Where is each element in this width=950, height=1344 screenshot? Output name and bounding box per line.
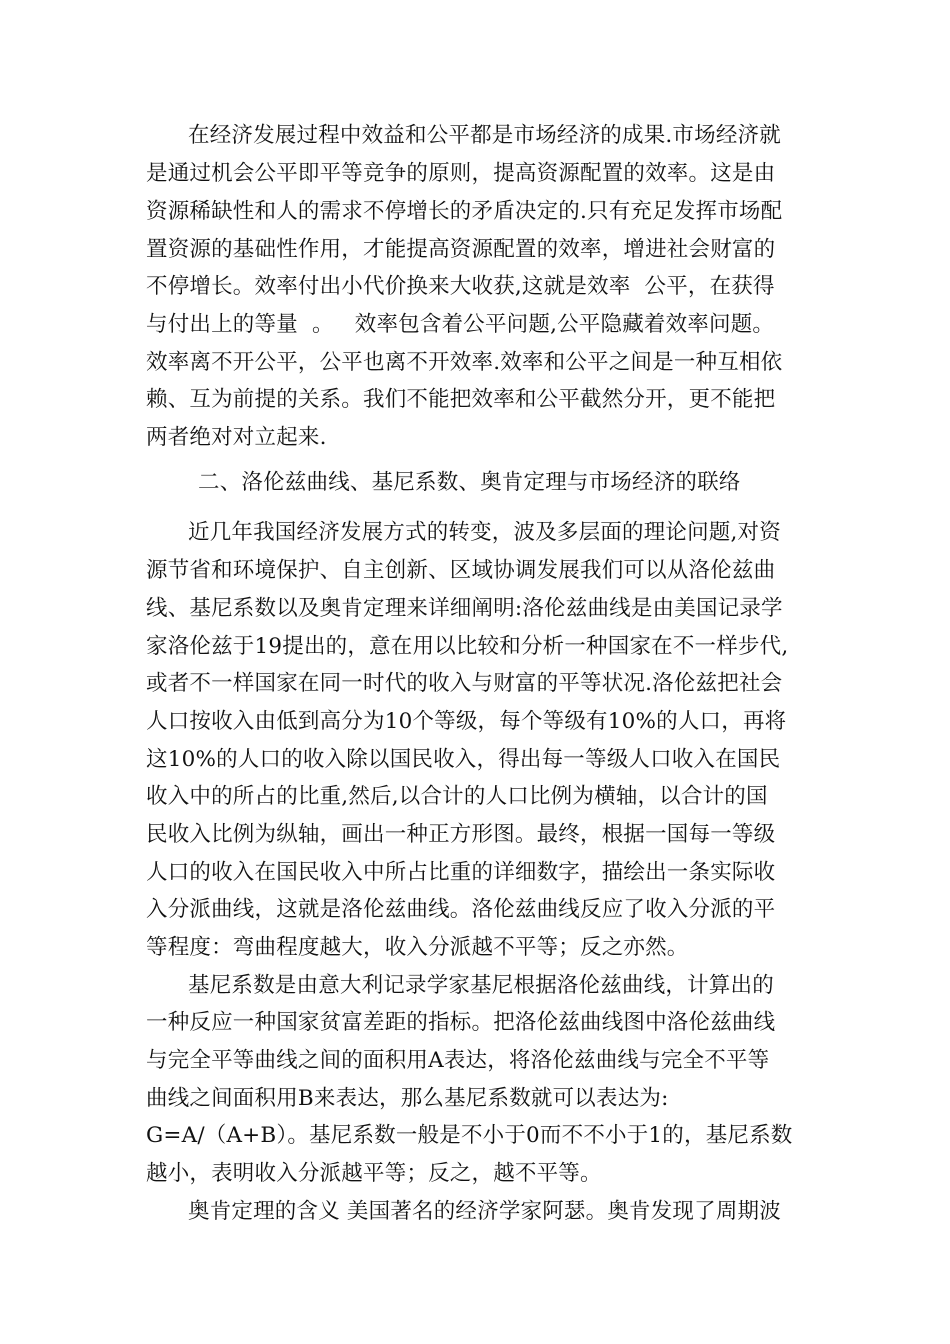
paragraph-line: 与付出上的等量 。 效率包含着公平问题,公平隐藏着效率问题。 (146, 312, 775, 337)
paragraph-line: 线、基尼系数以及奥肯定理来详细阐明:洛伦兹曲线是由美国记录学 (146, 596, 783, 621)
paragraph-line: 家洛伦兹于19提出的，意在用以比较和分析一种国家在不一样步代, (146, 634, 789, 659)
paragraph-line: 基尼系数是由意大利记录学家基尼根据洛伦兹曲线，计算出的 (188, 973, 774, 998)
paragraph-line: 人口的收入在国民收入中所占比重的详细数字，描绘出一条实际收 (146, 860, 776, 885)
paragraph-line: 曲线之间面积用B来表达，那么基尼系数就可以表达为: (146, 1086, 669, 1111)
paragraph-line: 收入中的所占的比重,然后,以合计的人口比例为横轴，以合计的国 (146, 784, 768, 809)
paragraph-line: 是通过机会公平即平等竞争的原则，提高资源配置的效率。这是由 (146, 161, 776, 186)
paragraph-line: 民收入比例为纵轴，画出一种正方形图。最终，根据一国每一等级 (146, 822, 776, 847)
paragraph-line: 赖、互为前提的关系。我们不能把效率和公平截然分开，更不能把 (146, 387, 776, 412)
paragraph-line: 一种反应一种国家贫富差距的指标。把洛伦兹曲线图中洛伦兹曲线 (146, 1010, 776, 1035)
paragraph-line: 近几年我国经济发展方式的转变，波及多层面的理论问题,对资 (188, 520, 781, 545)
paragraph-line: 或者不一样国家在同一时代的收入与财富的平等状况.洛伦兹把社会 (146, 671, 783, 696)
paragraph-line: 等程度：弯曲程度越大，收入分派越不平等；反之亦然。 (146, 935, 689, 960)
paragraph-line: 源节省和环境保护、自主创新、区域协调发展我们可以从洛伦兹曲 (146, 558, 776, 583)
paragraph-line: 越小，表明收入分派越平等；反之，越不平等。 (146, 1161, 602, 1186)
paragraph-line: 资源稀缺性和人的需求不停增长的矛盾决定的.只有充足发挥市场配 (146, 199, 783, 224)
paragraph-line: 与完全平等曲线之间的面积用A表达，将洛伦兹曲线与完全不平等 (146, 1048, 770, 1073)
paragraph-line: 效率离不开公平，公平也离不开效率.效率和公平之间是一种互相依 (146, 350, 783, 375)
paragraph-line: 在经济发展过程中效益和公平都是市场经济的成果.市场经济就 (188, 123, 781, 148)
paragraph-line: G=A/（A+B）。基尼系数一般是不小于0而不不小于1的，基尼系数 (146, 1123, 793, 1148)
paragraph-line: 两者绝对对立起来. (146, 425, 327, 450)
paragraph-line: 这10%的人口的收入除以国民收入，得出每一等级人口收入在国民 (146, 747, 781, 772)
paragraph-line: 不停增长。效率付出小代价换来大收获,这就是效率 公平，在获得 (146, 274, 775, 299)
paragraph-line: 置资源的基础性作用，才能提高资源配置的效率，增进社会财富的 (146, 237, 776, 262)
section-heading: 二、洛伦兹曲线、基尼系数、奥肯定理与市场经济的联络 (198, 470, 741, 495)
paragraph-line: 人口按收入由低到高分为10个等级，每个等级有10%的人口，再将 (146, 709, 787, 734)
paragraph-line: 入分派曲线，这就是洛伦兹曲线。洛伦兹曲线反应了收入分派的平 (146, 897, 776, 922)
paragraph-line: 奥肯定理的含义 美国著名的经济学家阿瑟。奥肯发现了周期波 (188, 1199, 781, 1224)
